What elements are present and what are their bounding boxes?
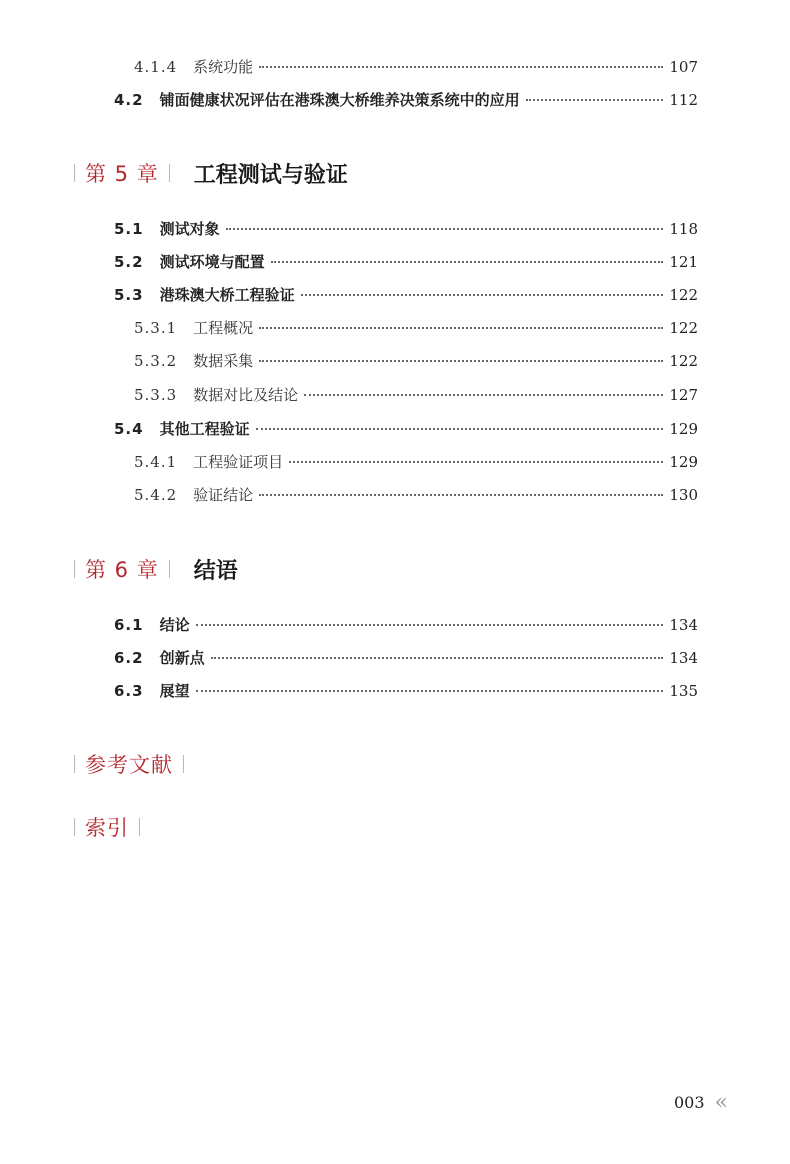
chapter-label: 第 5 章 bbox=[85, 162, 159, 186]
section-title: 铺面健康状况评估在港珠澳大桥维养决策系统中的应用 bbox=[159, 91, 520, 109]
section-number: 5.4.2 bbox=[134, 486, 178, 504]
toc-entry-5-2[interactable] bbox=[114, 251, 698, 275]
leader-dots bbox=[259, 327, 663, 329]
toc-entry-5-3[interactable] bbox=[114, 284, 698, 308]
section-number: 5.4.1 bbox=[134, 453, 178, 471]
leader-dots bbox=[259, 494, 663, 496]
leader-dots bbox=[526, 99, 664, 101]
leader-dots bbox=[226, 228, 664, 230]
page-number: 121 bbox=[669, 253, 698, 271]
section-number: 5.3.2 bbox=[134, 352, 178, 370]
section-number: 6.2 bbox=[114, 649, 144, 667]
page-number: 122 bbox=[669, 286, 698, 304]
section-number: 5.4 bbox=[114, 420, 144, 438]
leader-dots bbox=[259, 360, 663, 362]
page-number: 118 bbox=[669, 220, 698, 238]
divider bbox=[74, 818, 75, 836]
toc-entry-5-4[interactable] bbox=[114, 418, 698, 442]
section-number: 6.1 bbox=[114, 616, 144, 634]
toc-entry-5-3-3[interactable] bbox=[134, 384, 698, 408]
page-number: 130 bbox=[669, 486, 698, 504]
chapter-6-heading[interactable] bbox=[74, 553, 238, 585]
section-number: 5.3.3 bbox=[134, 386, 178, 404]
chapter-5-heading[interactable] bbox=[74, 157, 348, 189]
toc-entry-4-2[interactable] bbox=[114, 89, 698, 113]
toc-entry-5-4-2[interactable] bbox=[134, 484, 698, 508]
section-title: 系统功能 bbox=[193, 58, 254, 76]
page-number: 134 bbox=[669, 649, 698, 667]
leader-dots bbox=[301, 294, 664, 296]
section-number: 5.1 bbox=[114, 220, 144, 238]
references-label: 参考文献 bbox=[85, 753, 173, 777]
index-heading[interactable] bbox=[74, 811, 140, 843]
page-number: 122 bbox=[669, 352, 698, 370]
section-number: 5.3 bbox=[114, 286, 144, 304]
page-number: 135 bbox=[669, 682, 698, 700]
section-title: 结论 bbox=[159, 616, 190, 634]
leader-dots bbox=[259, 66, 663, 68]
section-title: 工程验证项目 bbox=[193, 453, 284, 471]
double-chevron-icon: « bbox=[714, 1090, 728, 1115]
chapter-title: 工程测试与验证 bbox=[193, 161, 348, 188]
divider bbox=[183, 755, 184, 773]
page-number: 107 bbox=[669, 58, 698, 76]
references-heading[interactable] bbox=[74, 748, 184, 780]
page-number: 122 bbox=[669, 319, 698, 337]
leader-dots bbox=[304, 394, 663, 396]
leader-dots bbox=[256, 428, 664, 430]
divider bbox=[169, 164, 170, 182]
toc-entry-5-1[interactable] bbox=[114, 218, 698, 242]
section-title: 展望 bbox=[159, 682, 190, 700]
section-title: 其他工程验证 bbox=[159, 420, 250, 438]
divider bbox=[74, 560, 75, 578]
section-number: 6.3 bbox=[114, 682, 144, 700]
folio-number: 003 bbox=[673, 1093, 705, 1112]
leader-dots bbox=[196, 624, 664, 626]
toc-entry-5-4-1[interactable] bbox=[134, 451, 698, 475]
page-number: 129 bbox=[669, 420, 698, 438]
section-number: 5.3.1 bbox=[134, 319, 178, 337]
toc-entry-6-2[interactable] bbox=[114, 647, 698, 671]
section-number: 4.1.4 bbox=[134, 58, 178, 76]
page-footer bbox=[674, 1090, 728, 1115]
page-number: 112 bbox=[669, 91, 698, 109]
section-title: 创新点 bbox=[159, 649, 205, 667]
divider bbox=[74, 755, 75, 773]
section-title: 港珠澳大桥工程验证 bbox=[159, 286, 295, 304]
section-title: 数据采集 bbox=[193, 352, 254, 370]
divider bbox=[169, 560, 170, 578]
chapter-label: 第 6 章 bbox=[85, 558, 159, 582]
section-title: 验证结论 bbox=[193, 486, 254, 504]
section-number: 4.2 bbox=[114, 91, 144, 109]
leader-dots bbox=[196, 690, 664, 692]
leader-dots bbox=[289, 461, 663, 463]
divider bbox=[139, 818, 140, 836]
chapter-title: 结语 bbox=[193, 557, 238, 584]
page-number: 134 bbox=[669, 616, 698, 634]
section-title: 数据对比及结论 bbox=[193, 386, 299, 404]
page-number: 127 bbox=[669, 386, 698, 404]
divider bbox=[74, 164, 75, 182]
section-title: 测试环境与配置 bbox=[159, 253, 265, 271]
section-title: 工程概况 bbox=[193, 319, 254, 337]
toc-entry-6-3[interactable] bbox=[114, 680, 698, 704]
page-number: 129 bbox=[669, 453, 698, 471]
index-label: 索引 bbox=[85, 816, 129, 840]
toc-entry-5-3-2[interactable] bbox=[134, 350, 698, 374]
toc-entry-6-1[interactable] bbox=[114, 614, 698, 638]
toc-entry-5-3-1[interactable] bbox=[134, 317, 698, 341]
toc-entry-4-1-4[interactable] bbox=[134, 56, 698, 80]
leader-dots bbox=[211, 657, 664, 659]
section-title: 测试对象 bbox=[159, 220, 220, 238]
leader-dots bbox=[271, 261, 664, 263]
section-number: 5.2 bbox=[114, 253, 144, 271]
